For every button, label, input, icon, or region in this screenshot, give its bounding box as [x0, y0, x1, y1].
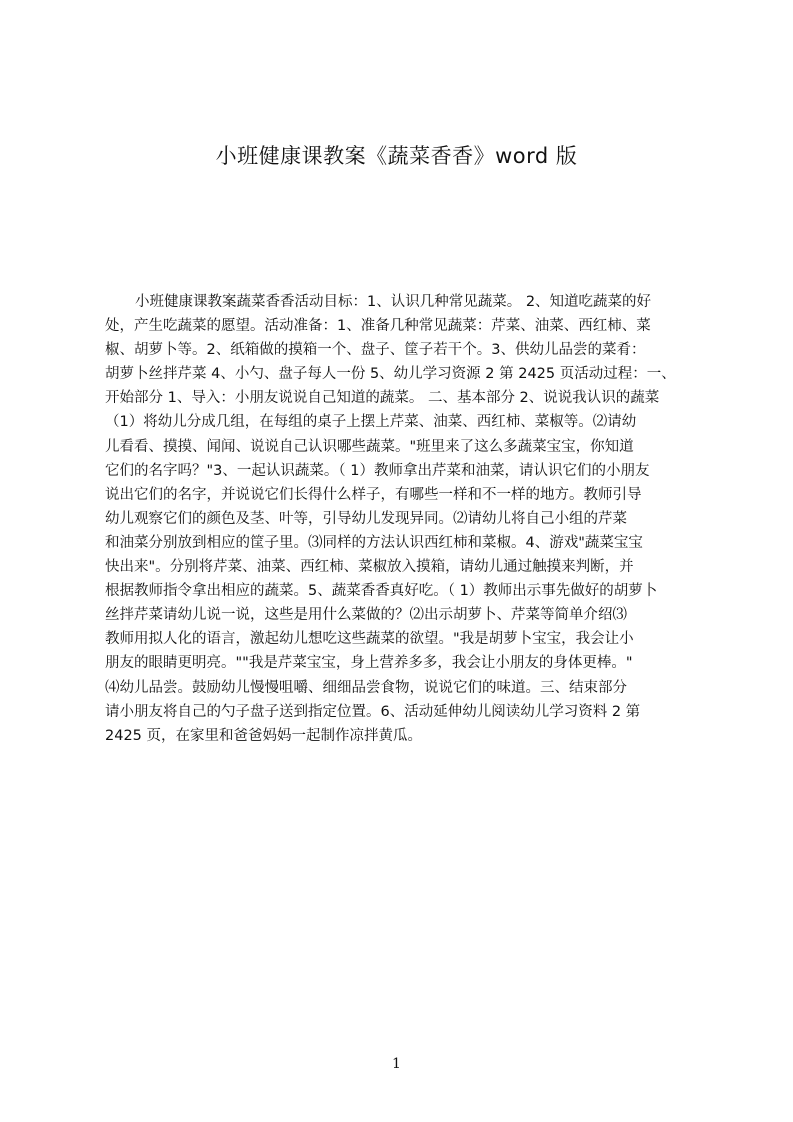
body-line-4: 胡萝卜丝拌芹菜 4、小勺、盘子每人一份 5、幼儿学习资源 2 第 2425 页活动过程：一、: [105, 366, 676, 383]
body-line-16: 朋友的眼睛更明亮。""我是芹菜宝宝，身上营养多多，我会让小朋友的身体更棒。": [105, 655, 633, 672]
body-line-14: 丝拌芹菜请幼儿说一说，这些是用什么菜做的？⑵出示胡萝卜、芹菜等简单介绍⑶: [105, 607, 627, 624]
page-number: 1: [392, 1056, 401, 1072]
body-line-3: 椒、胡萝卜等。2、纸箱做的摸箱一个、盘子、筐子若干个。3、供幼儿品尝的菜肴：: [105, 342, 646, 359]
body-line-11: 和油菜分别放到相应的筐子里。⑶同样的方法认识西红柿和菜椒。4、游戏"蔬菜宝宝: [105, 534, 643, 551]
body-line-13: 根据教师指令拿出相应的蔬菜。5、蔬菜香香真好吃。（ 1）教师出示事先做好的胡萝卜: [105, 583, 658, 600]
body-line-2: 处，产生吃蔬菜的愿望。活动准备：1、准备几种常见蔬菜：芹菜、油菜、西红柿、菜: [105, 318, 651, 335]
document-body: [105, 290, 697, 810]
body-line-18: 请小朋友将自己的勺子盘子送到指定位置。6、活动延伸幼儿阅读幼儿学习资料 2 第: [105, 703, 641, 720]
page-title: 小班健康课教案《蔬菜香香》word 版: [215, 144, 578, 168]
body-line-19: 2425 页，在家里和爸爸妈妈一起制作凉拌黄瓜。: [105, 727, 423, 744]
body-line-7: 儿看看、摸摸、闻闻、说说自己认识哪些蔬菜。"班里来了这么多蔬菜宝宝，你知道: [105, 438, 634, 455]
body-line-12: 快出来"。分别将芹菜、油菜、西红柿、菜椒放入摸箱，请幼儿通过触摸来判断，并: [105, 559, 634, 576]
body-line-5: 开始部分 1、导入：小朋友说说自己知道的蔬菜。 二、基本部分 2、说说我认识的蔬菜: [105, 390, 660, 407]
body-line-17: ⑷幼儿品尝。鼓励幼儿慢慢咀嚼、细细品尝食物，说说它们的味道。三、结束部分: [105, 679, 627, 696]
body-line-6: （1）将幼儿分成几组，在每组的桌子上摆上芹菜、油菜、西红柿、菜椒等。⑵请幼: [105, 414, 637, 431]
body-line-15: 教师用拟人化的语言，激起幼儿想吃这些蔬菜的欲望。"我是胡萝卜宝宝，我会让小: [105, 631, 634, 648]
body-line-9: 说出它们的名字，并说说它们长得什么样子，有哪些一样和不一样的地方。教师引导: [105, 486, 642, 503]
body-line-1: 小班健康课教案蔬菜香香活动目标：1、认识几种常见蔬菜。 2、知道吃蔬菜的好: [135, 294, 652, 310]
body-line-10: 幼儿观察它们的颜色及茎、叶等，引导幼儿发现异同。⑵请幼儿将自己小组的芹菜: [105, 510, 627, 527]
body-line-8: 它们的名字吗？"3、一起认识蔬菜。（ 1）教师拿出芹菜和油菜，请认识它们的小朋友: [105, 462, 650, 479]
